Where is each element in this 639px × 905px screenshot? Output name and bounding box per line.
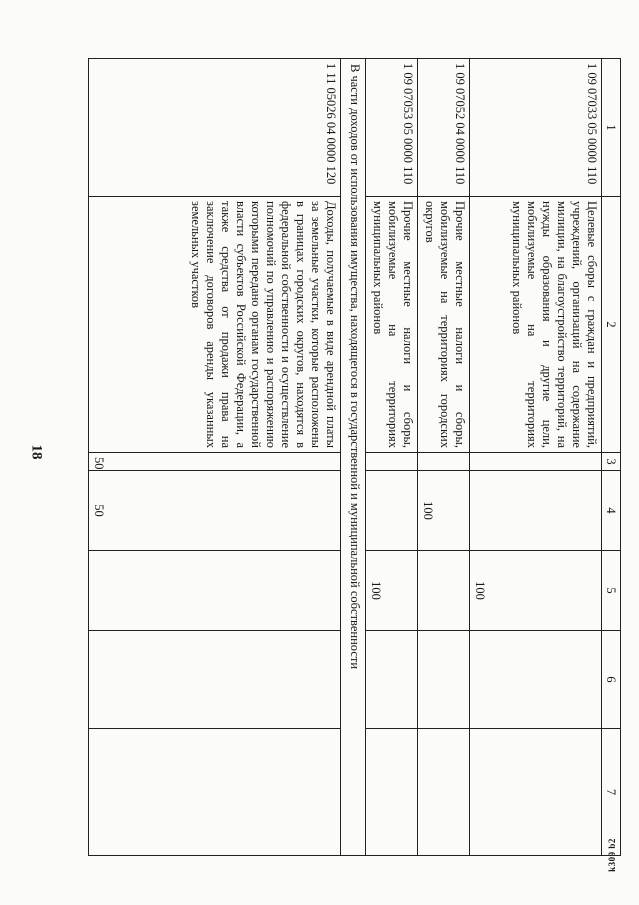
value-col-5 [89, 551, 341, 631]
table-row [470, 59, 602, 856]
header-cell-4: 4 [602, 471, 621, 551]
value-col-7 [418, 729, 470, 856]
header-cell-7: 7 [602, 729, 621, 856]
footer-code: k309 b2 [607, 838, 617, 872]
header-cell-3: 3 [602, 453, 621, 471]
value-col-4 [366, 471, 418, 551]
budget-revenue-table [88, 58, 621, 856]
value-col-7 [366, 729, 418, 856]
value-col-3 [366, 453, 418, 471]
value-col-5: 100 [366, 551, 418, 631]
section-row [341, 59, 366, 856]
header-row [602, 59, 621, 856]
value-col-3 [470, 453, 602, 471]
header-cell-5: 5 [602, 551, 621, 631]
revenue-description: Целевые сборы с граждан и предприятий, учреждений, организаций на содержание милиции, на благоустройство территорий, на нужды образования и другие цели, мобилизуемые на территориях муниципальных районов [470, 197, 602, 453]
table-row [366, 59, 418, 856]
value-col-3: 50 [89, 453, 341, 471]
table-row [89, 59, 341, 856]
value-col-6 [89, 631, 341, 729]
value-col-4 [470, 471, 602, 551]
value-col-7 [89, 729, 341, 856]
value-col-3 [418, 453, 470, 471]
value-col-6 [470, 631, 602, 729]
revenue-code: 1 09 07053 05 0000 110 [366, 59, 418, 197]
value-col-4: 50 [89, 471, 341, 551]
value-col-6 [418, 631, 470, 729]
value-col-4: 100 [418, 471, 470, 551]
revenue-code: 1 09 07052 04 0000 110 [418, 59, 470, 197]
value-col-6 [366, 631, 418, 729]
revenue-description: Прочие местные налоги и сборы, мобилизуемые на территориях городских округов [418, 197, 470, 453]
header-cell-6: 6 [602, 631, 621, 729]
header-cell-1: 1 [602, 59, 621, 197]
revenue-code: 1 09 07033 05 0000 110 [470, 59, 602, 197]
value-col-5: 100 [470, 551, 602, 631]
revenue-description: Доходы, получаемые в виде арендной платы за земельные участки, которые расположены в границах городских округов, находятся в федеральной собственности и осуществление полномочий по управлению и распоряжению которыми передано органам государственной власти субъектов Российской Федерации, а также средства от продажи права на заключение договоров аренды указанных земельных участков [89, 197, 341, 453]
value-col-7 [470, 729, 602, 856]
section-title: В части доходов от использования имущества, находящегося в государственной и муниципальной собственности [341, 59, 366, 856]
value-col-5 [418, 551, 470, 631]
page-number: 18 [28, 444, 45, 460]
revenue-code: 1 11 05026 04 0000 120 [89, 59, 341, 197]
revenue-description: Прочие местные налоги и сборы, мобилизуемые на территориях муниципальных районов [366, 197, 418, 453]
header-cell-2: 2 [602, 197, 621, 453]
table-row [418, 59, 470, 856]
rotated-table-container [88, 58, 621, 855]
